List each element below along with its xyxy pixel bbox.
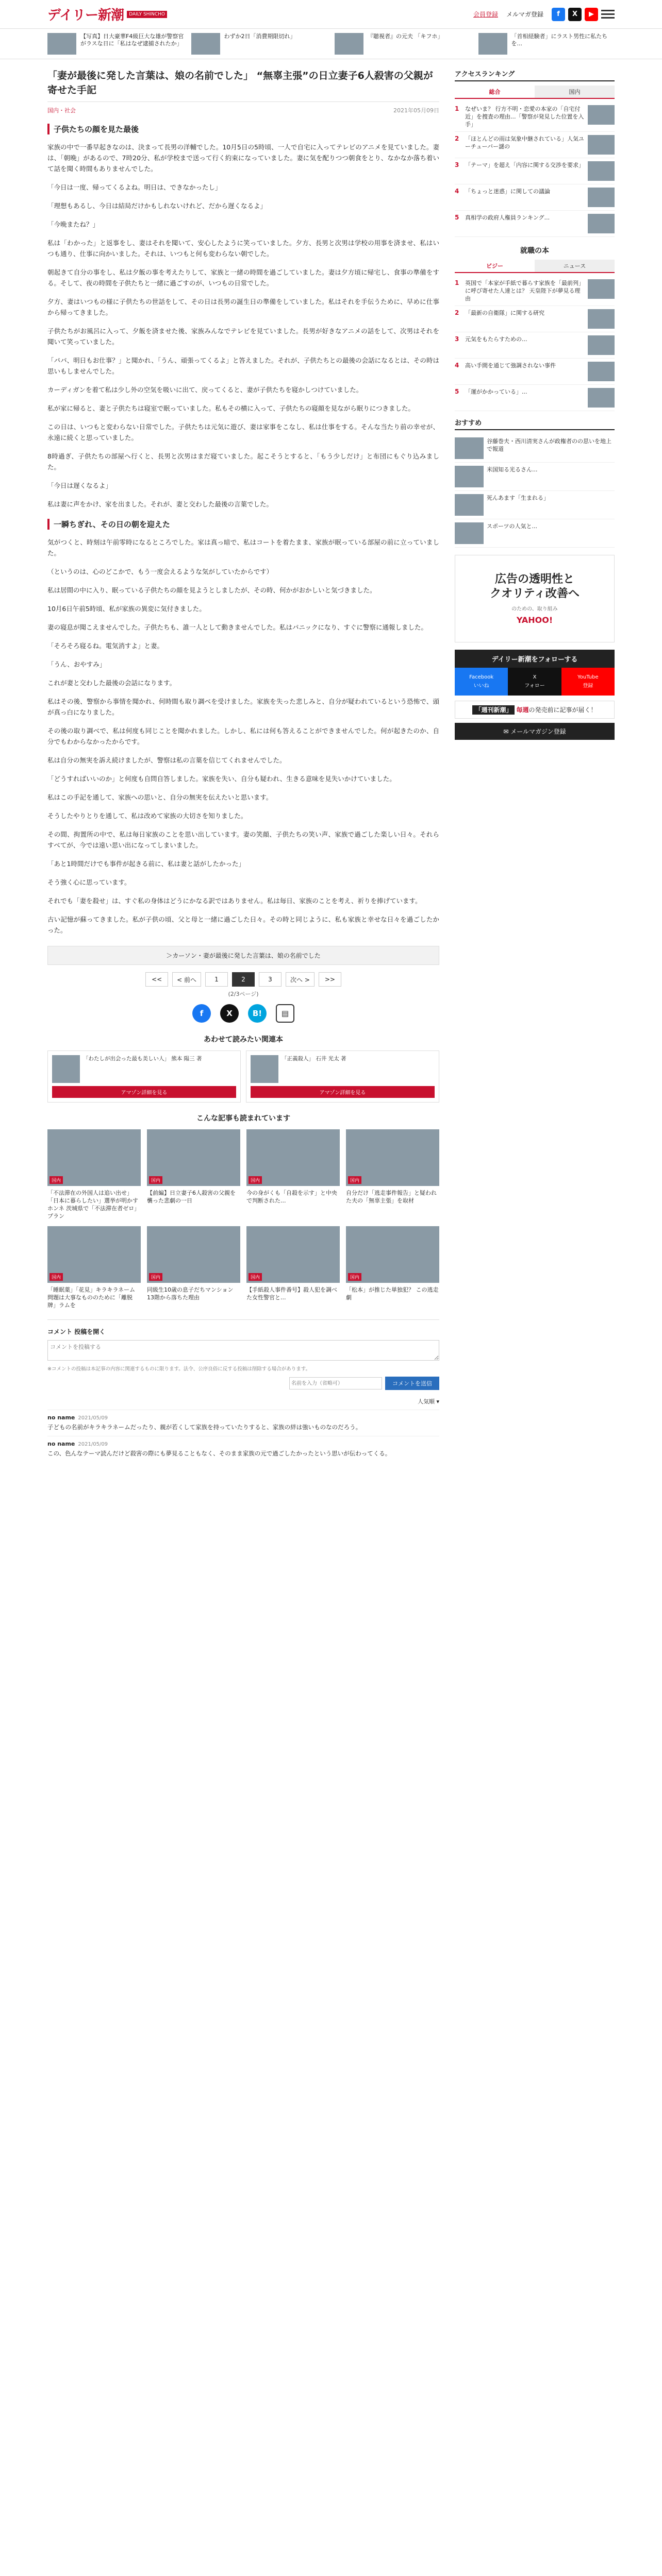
- article-paragraph: 「どうすればいいのか」と何度も自問自答しました。家族を失い、自分も疑われ、生きる意味を見失いかけていました。: [47, 775, 396, 783]
- article-paragraph: 家族の中で一番早起きなのは、決まって長男の洋輔でした。10月5日の5時頃、一人で自宅に入ってテレビのアニメを見ていました。妻は、「朝晩」があるので、7時20分、私が学校まで送って行く約束になっていました。妻に気を配りつつ朝食をとり、なかなか落ち着いて話を聞く時間もありませんでした。: [47, 143, 439, 173]
- comment-author: no name: [47, 1414, 75, 1421]
- review-item[interactable]: [455, 306, 615, 332]
- ranking-thumb: [588, 214, 615, 233]
- ad-subtext: のための、取り組み: [511, 606, 558, 612]
- article-paragraph: 私はこの手記を通して、家族への思いと、自分の無実を伝えたいと思います。: [47, 793, 273, 801]
- article-category[interactable]: 国内・社会: [47, 107, 76, 114]
- comment-icon[interactable]: ▤: [276, 1004, 294, 1023]
- category-badge: 国内: [49, 1176, 63, 1184]
- book-button[interactable]: アマゾン詳細を見る: [251, 1086, 435, 1098]
- osusume-text: 死んあます「生まれる」: [487, 495, 549, 501]
- category-badge: 国内: [348, 1176, 361, 1184]
- pager-last[interactable]: >>: [319, 972, 341, 987]
- article-paragraph: 子供たちがお風呂に入って、夕飯を済ませた後、家族みんなでテレビを見ていました。長男が好きなアニメの話をして、次男はそれを聞いて笑っていました。: [47, 327, 439, 346]
- ranking-text: 真相学の政府人権員ランキング...: [465, 214, 550, 221]
- article-paragraph: 夕方、妻はいつもの様に子供たちの世話をして、その日は長男の誕生日の準備をしていました。私はそれを手伝うために、早めに仕事から帰ってきました。: [47, 298, 439, 316]
- also-read-text: 同級生10歳の息子だちマンション13階から落ちた理由: [147, 1286, 234, 1301]
- subscribe-banner[interactable]: [455, 701, 615, 719]
- comments-title: コメント: [47, 1328, 73, 1335]
- comment-name-field[interactable]: [289, 1377, 382, 1389]
- osusume-thumb: [455, 522, 484, 544]
- newsletter-link[interactable]: メルマガ登録: [506, 11, 543, 18]
- category-badge: 国内: [348, 1273, 361, 1281]
- ranking-text: 「テーマ」を超え「内容に関する交渉を要求」: [465, 162, 584, 168]
- comment-date: 2021/05/09: [78, 1442, 108, 1447]
- article-paragraph: 私は「わかった」と返事をし、妻はそれを聞いて、安心したように笑っていました。夕方、長男と次男は学校の用事を済ませ、私はいつも通り、仕事に向かいました。それは、いつもと何も変わらない朝でした。: [47, 239, 439, 258]
- article-paragraph: 朝起きて自分の事をし、私は夕飯の事を考えたりして、家族と一緒の時間を過ごしていました。妻は夕方頃に帰宅し、食事の準備をする。そして、夜の時間を子供たちと一緒に過ごすのが、いつもの日常でした。: [47, 268, 439, 287]
- related-article-link[interactable]: ＞カーソン・妻が最後に発した言葉は、娘の名前でした: [47, 946, 439, 965]
- strip-text: 『聴視者』の元夫 「キフホ」: [368, 33, 443, 40]
- comment-date: 2021/05/09: [78, 1415, 108, 1421]
- article-paragraph: 私は居間の中に入り、眠っている子供たちの顔を見ようとしましたが、その時、何かがおかしいと気づきました。: [47, 586, 376, 594]
- article-paragraph: 「今日は一度、帰ってくるよね。明日は、できなかったし」: [47, 183, 222, 191]
- tab-total[interactable]: 総合: [455, 86, 535, 98]
- review-text: 「最新の自衛隊」に関する研究: [465, 310, 544, 316]
- also-read-text: 自分だけ「逃走事件報告」と疑われた夫の「無辜主張」を取材: [346, 1190, 437, 1204]
- rank-number: 3: [455, 335, 459, 343]
- section-heading: 子供たちの顔を見た最後: [47, 124, 439, 134]
- book-card[interactable]: [246, 1050, 439, 1103]
- rank-number: 3: [455, 161, 459, 168]
- also-read-thumb: [47, 1129, 141, 1186]
- comments-toggle[interactable]: 投稿を開く: [74, 1328, 106, 1335]
- subscribe-red: 毎週: [516, 706, 529, 714]
- comment-sort-select[interactable]: 人気順 ▾: [417, 1398, 439, 1405]
- ad-banner[interactable]: [455, 555, 615, 642]
- article-paragraph: 私はその後、警察から事情を聞かれ、何時間も取り調べを受けました。家族を失った悲しみと、自分が疑われているという恐怖で、頭が真っ白になりました。: [47, 698, 439, 716]
- facebook-icon[interactable]: f: [552, 8, 565, 21]
- article-paragraph: そうしたやりとりを通して、私は改めて家族の大切さを知りました。: [47, 812, 247, 820]
- article-paragraph: （というのは、心のどこかで、もう一度会えるような気がしていたからです）: [47, 568, 273, 575]
- osusume-text: スポーツの人気と...: [487, 523, 538, 530]
- also-read-title: こんな記事も読まれています: [196, 1114, 290, 1123]
- follow-youtube-button[interactable]: [561, 668, 615, 696]
- category-badge: 国内: [249, 1176, 262, 1184]
- rank-number: 4: [455, 362, 459, 369]
- review-text: 高い手間を通じて強調されない事件: [465, 362, 556, 369]
- follow-label: Facebook: [469, 674, 494, 680]
- menu-icon[interactable]: [601, 8, 615, 21]
- also-read-card[interactable]: [246, 1226, 340, 1309]
- pager-page-3[interactable]: 3: [259, 972, 282, 987]
- article-paragraph: 古い記憶が蘇ってきました。私が子供の頃、父と母と一緒に過ごした日々。その時と同じように、私も家族と幸せな日々を過ごしたかった。: [47, 916, 439, 934]
- comment-text: 子どもの名前がキラキラネームだったり、親が若くして家族を持っていたりすると、家族の絆は強いものなのだろう。: [47, 1423, 362, 1431]
- strip-item[interactable]: [191, 33, 328, 55]
- strip-text: 【写真】日大豪華F4級巨大な雄が警察官がラスな日に「私はなぜ逮捕されたか」: [80, 33, 184, 47]
- strip-text: わずか2日「消費期限切れ」: [224, 33, 296, 40]
- article-paragraph: 私は自分の無実を訴え続けましたが、警察は私の言葉を信じてくれませんでした。: [47, 756, 286, 764]
- follow-sublabel: フォロー: [524, 683, 545, 689]
- also-read-thumb: [346, 1129, 439, 1186]
- article-paragraph: これが妻と交わした最後の会話になります。: [47, 679, 176, 687]
- main-column: [47, 69, 439, 1462]
- ranking-item[interactable]: [455, 132, 615, 158]
- also-read-text: 「松本」が推じた単独犯？ この逃走劇: [346, 1286, 439, 1301]
- osusume-thumb: [455, 494, 484, 516]
- also-read-thumb: [147, 1226, 240, 1283]
- article-paragraph: 「理想もあるし、今日は結局だけかもしれないけれど、だから遅くなるよ」: [47, 202, 267, 210]
- article-paragraph: そう強く心に思っています。: [47, 878, 131, 886]
- osusume-thumb: [455, 437, 484, 459]
- article-body: [47, 124, 439, 936]
- article-date: 2021年05月09日: [393, 107, 439, 114]
- follow-facebook-button[interactable]: [455, 668, 508, 696]
- review-item[interactable]: [455, 385, 615, 411]
- article-paragraph: 「うん、おやすみ」: [47, 660, 106, 668]
- sidebar: [455, 69, 615, 1462]
- article-paragraph: 気がつくと、時刻は午前零時になるところでした。家は真っ暗で、私はコートを着たまま、家族が眠っている部屋の前に立っていました。: [47, 538, 439, 557]
- also-read-thumb: [246, 1226, 340, 1283]
- tab-news[interactable]: ニュース: [535, 260, 615, 272]
- review-item[interactable]: [455, 332, 615, 359]
- subscribe-text: の発売前に記事が届く！: [528, 706, 597, 714]
- ranking-item[interactable]: [455, 211, 615, 237]
- comment-item: [47, 1436, 439, 1462]
- subscribe-tag: 「週刊新潮」: [472, 705, 515, 715]
- pager-first[interactable]: <<: [145, 972, 168, 987]
- review-tabs: [455, 260, 615, 273]
- book-text: 「わたしが出会った最も美しい人」 熊本 陽三 著: [83, 1056, 202, 1062]
- comment-item: [47, 1410, 439, 1436]
- rank-number: 5: [455, 388, 459, 395]
- also-read-card[interactable]: [346, 1226, 439, 1309]
- review-text: 元気をもたらすための...: [465, 336, 527, 343]
- comment-note: ※コメントの投稿は本記事の内容に関連するものに限ります。法令、公序良俗に反する投稿は削除する場合があります。: [47, 1366, 310, 1372]
- follow-label: YouTube: [577, 674, 599, 680]
- osusume-item[interactable]: [455, 434, 615, 463]
- comments-section: [47, 1319, 439, 1462]
- osusume-item[interactable]: [455, 519, 615, 548]
- ranking-text: 「ほとんどの雨は気象中継されている」人気ユーチューバー謎の: [465, 135, 584, 150]
- rank-number: 1: [455, 279, 459, 286]
- review-thumb: [588, 388, 615, 408]
- review-thumb: [588, 279, 615, 299]
- ad-brand-logo: YAHOO!: [516, 615, 553, 625]
- category-badge: 国内: [149, 1273, 162, 1281]
- comment-text: この、色んなテーマ読んだけど殺害の際にも夢見ることもなく、そのまま家族の元で過ごしたかったという思いが伝わってくる。: [47, 1450, 391, 1457]
- ranking-thumb: [588, 188, 615, 207]
- pager-page-1[interactable]: 1: [205, 972, 228, 987]
- also-read-card[interactable]: [47, 1226, 141, 1309]
- review-text: 「運がかかっている」...: [465, 388, 527, 395]
- page-count: (2/3ページ): [228, 991, 259, 997]
- article-paragraph: 「今晩またね？」: [47, 221, 100, 228]
- ranking-thumb: [588, 105, 615, 125]
- article-paragraph: カーディガンを着て私は少し外の空気を吸いに出て、戻ってくると、妻が子供たちを寝かしつけていました。: [47, 386, 363, 394]
- rank-number: 2: [455, 135, 459, 142]
- logo-subtext: DAILY SHINCHO: [127, 11, 167, 18]
- rank-number: 4: [455, 188, 459, 195]
- follow-label: X: [533, 674, 537, 680]
- logo-text: デイリー新潮: [47, 8, 124, 23]
- ranking-thumb: [588, 135, 615, 155]
- osusume-item[interactable]: [455, 491, 615, 519]
- also-read-text: 「睡眠薬」「花見」キラキラネーム問題は大事なもののために「離脱牌」ラムを: [47, 1286, 136, 1309]
- also-read-text: 【前編】日立妻子6人殺害の父親を襲った悲劇の一日: [147, 1190, 236, 1204]
- share-facebook-icon[interactable]: f: [192, 1004, 211, 1023]
- strip-thumb: [478, 33, 507, 55]
- category-badge: 国内: [249, 1273, 262, 1281]
- strip-text: 「首相経験者」にラスト男性に私たちを...: [511, 33, 608, 47]
- pagination: [47, 972, 439, 987]
- article-paragraph: 「あと1時間だけでも事件が起きる前に、私は妻と話がしたかった」: [47, 860, 245, 868]
- news-strip: [0, 29, 662, 59]
- review-title: 就職の本: [520, 247, 549, 255]
- ranking-item[interactable]: [455, 184, 615, 211]
- review-text: 英国で「本家が手紙で暮らす家族を「最前列」に呼び寄せた人達とは？ 天皇陛下が夢見る理由: [465, 280, 584, 302]
- comment-author: no name: [47, 1440, 75, 1447]
- share-x-icon[interactable]: X: [220, 1004, 239, 1023]
- osusume-title: おすすめ: [455, 417, 615, 430]
- category-badge: 国内: [49, 1273, 63, 1281]
- article-paragraph: 「そろそろ寝るね。電気消すよ」と妻。: [47, 642, 164, 650]
- also-read-card[interactable]: [346, 1129, 439, 1220]
- pager-next[interactable]: 次へ >: [286, 972, 315, 987]
- follow-sublabel: 登録: [583, 683, 593, 689]
- ranking-item[interactable]: [455, 158, 615, 184]
- book-cover: [52, 1055, 80, 1083]
- ad-headline: 広告の透明性と クオリティ改善へ: [490, 573, 580, 600]
- article-paragraph: 8時過ぎ、子供たちの部屋へ行くと、長男と次男はまだ寝ていました。起こそうとすると、「もう少しだけ」と布団にもぐり込みました。: [47, 452, 439, 471]
- comment-submit-button[interactable]: コメントを送信: [385, 1377, 439, 1390]
- osusume-list: [455, 434, 615, 548]
- book-cover: [251, 1055, 278, 1083]
- section-heading: 一瞬ちぎれ、その日の朝を迎えた: [47, 519, 439, 530]
- also-read-thumb: [47, 1226, 141, 1283]
- also-read-text: 今の身がくも「自殺を示す」と中央で判断された...: [246, 1190, 337, 1204]
- book-button[interactable]: アマゾン詳細を見る: [52, 1086, 236, 1098]
- article-paragraph: 私は妻に声をかけ、家を出ました。それが、妻と交わした最後の言葉でした。: [47, 500, 273, 508]
- ranking-text: なぜいま？ 行方不明・恋愛の本家の「自宅付近」を捜査の理由...「警察が発見した位置を入手」: [465, 106, 584, 128]
- also-read-text: 【手紙殺人事件番号】殺人犯を調べた女性警官と...: [246, 1286, 337, 1301]
- article-paragraph: 私が家に帰ると、妻と子供たちは寝室で眠っていました。私もその横に入って、子供たちの寝顔を見ながら眠りにつきました。: [47, 404, 415, 412]
- also-read-text: 「不法滞在の外国人は追い出せ」「日本に暮らしたい」選挙が明かすホンネ 茨城県で「不法滞在者ゼロ」プラン: [47, 1190, 140, 1219]
- article-paragraph: この日は、いつもと変わらない日常でした。子供たちは元気に遊び、妻は家事をこなし、私は仕事をする。そんな当たり前の幸せが、永遠に続くと思っていました。: [47, 423, 439, 442]
- article-paragraph: 「パパ、明日もお仕事？」と聞かれ、「うん、頑張ってくるよ」と答えました。それが、子供たちとの最後の会話になるとは、その時は思いもしませんでした。: [47, 357, 439, 375]
- youtube-icon[interactable]: ▶: [585, 8, 598, 21]
- access-ranking-title: アクセスランキング: [455, 69, 615, 81]
- strip-thumb: [335, 33, 363, 55]
- also-read-thumb: [246, 1129, 340, 1186]
- share-hatena-icon[interactable]: B!: [248, 1004, 267, 1023]
- also-read-card[interactable]: [47, 1129, 141, 1220]
- follow-title: デイリー新潮をフォローする: [455, 650, 615, 668]
- newsletter-button[interactable]: ✉ メールマガジン登録: [455, 723, 615, 740]
- osusume-text: 米国知る光るさん...: [487, 466, 538, 473]
- book-text: 「正義殺人」 石井 光太 著: [282, 1056, 346, 1062]
- register-link[interactable]: 会員登録: [473, 11, 498, 18]
- article-paragraph: その間、拘置所の中で、私は毎日家族のことを思い出しています。妻の笑顔、子供たちの笑い声、家族で過ごした楽しい日々。それらすべてが、今では遠い思い出になってしまいました。: [47, 831, 439, 849]
- rank-number: 2: [455, 309, 459, 316]
- site-header: [0, 0, 662, 29]
- pager-prev[interactable]: < 前へ: [172, 972, 201, 987]
- strip-thumb: [47, 33, 76, 55]
- x-icon[interactable]: X: [568, 8, 582, 21]
- also-read-card[interactable]: [246, 1129, 340, 1220]
- strip-item[interactable]: [478, 33, 615, 55]
- article-title: 「妻が最後に発した言葉は、娘の名前でした」 “無辜主張”の日立妻子6人殺害の父親が寄せた手記: [47, 69, 439, 102]
- ranking-item[interactable]: [455, 102, 615, 132]
- follow-buttons: [455, 668, 615, 696]
- review-item[interactable]: [455, 359, 615, 385]
- article-paragraph: 妻の寝息が聞こえませんでした。子供たちも、誰一人として動きませんでした。私はパニックになり、すぐに警察に通報しました。: [47, 623, 428, 631]
- review-thumb: [588, 362, 615, 381]
- article-paragraph: 「今日は遅くなるよ」: [47, 482, 112, 489]
- osusume-item[interactable]: [455, 463, 615, 491]
- review-list: [455, 276, 615, 411]
- article-paragraph: 10月6日午前5時頃、私が家族の異変に気付きました。: [47, 605, 206, 613]
- tab-busy[interactable]: ビジー: [455, 260, 535, 272]
- article-paragraph: それでも「妻を殺せ」は、すぐ私の身体はどうにかなる訳ではありません。私は毎日、家族のことを考え、祈りを捧げています。: [47, 897, 422, 905]
- strip-item[interactable]: [47, 33, 184, 55]
- share-buttons: [47, 1004, 439, 1023]
- follow-sublabel: いいね: [473, 683, 489, 689]
- comment-input[interactable]: [47, 1340, 439, 1361]
- tab-domestic[interactable]: 国内: [535, 86, 615, 98]
- also-read-thumb: [346, 1226, 439, 1283]
- book-card[interactable]: [47, 1050, 241, 1103]
- osusume-text: 谷藤巻夫・西川清実さんが政権者のの思いを地上で報道: [487, 438, 611, 452]
- also-read-card[interactable]: [147, 1129, 240, 1220]
- also-read-thumb: [147, 1129, 240, 1186]
- access-ranking-list: [455, 102, 615, 237]
- pager-page-2[interactable]: 2: [232, 972, 255, 987]
- strip-item[interactable]: [335, 33, 471, 55]
- follow-x-button[interactable]: [508, 668, 561, 696]
- strip-thumb: [191, 33, 220, 55]
- category-badge: 国内: [149, 1176, 162, 1184]
- ranking-text: 「ちょっと迷惑」に関しての議論: [465, 188, 550, 195]
- recommend-title: あわせて読みたい関連本: [204, 1036, 283, 1044]
- article-paragraph: その後の取り調べで、私は何度も同じことを聞かれました。しかし、私には何も答えることができませんでした。何が起きたのか、自分でもわからなかったからです。: [47, 727, 439, 745]
- ranking-thumb: [588, 161, 615, 181]
- rank-number: 5: [455, 214, 459, 221]
- site-logo[interactable]: [47, 5, 167, 24]
- osusume-thumb: [455, 466, 484, 487]
- review-thumb: [588, 335, 615, 355]
- also-read-card[interactable]: [147, 1226, 240, 1309]
- review-thumb: [588, 309, 615, 329]
- review-item[interactable]: [455, 276, 615, 306]
- rank-number: 1: [455, 105, 459, 112]
- access-tabs: [455, 86, 615, 99]
